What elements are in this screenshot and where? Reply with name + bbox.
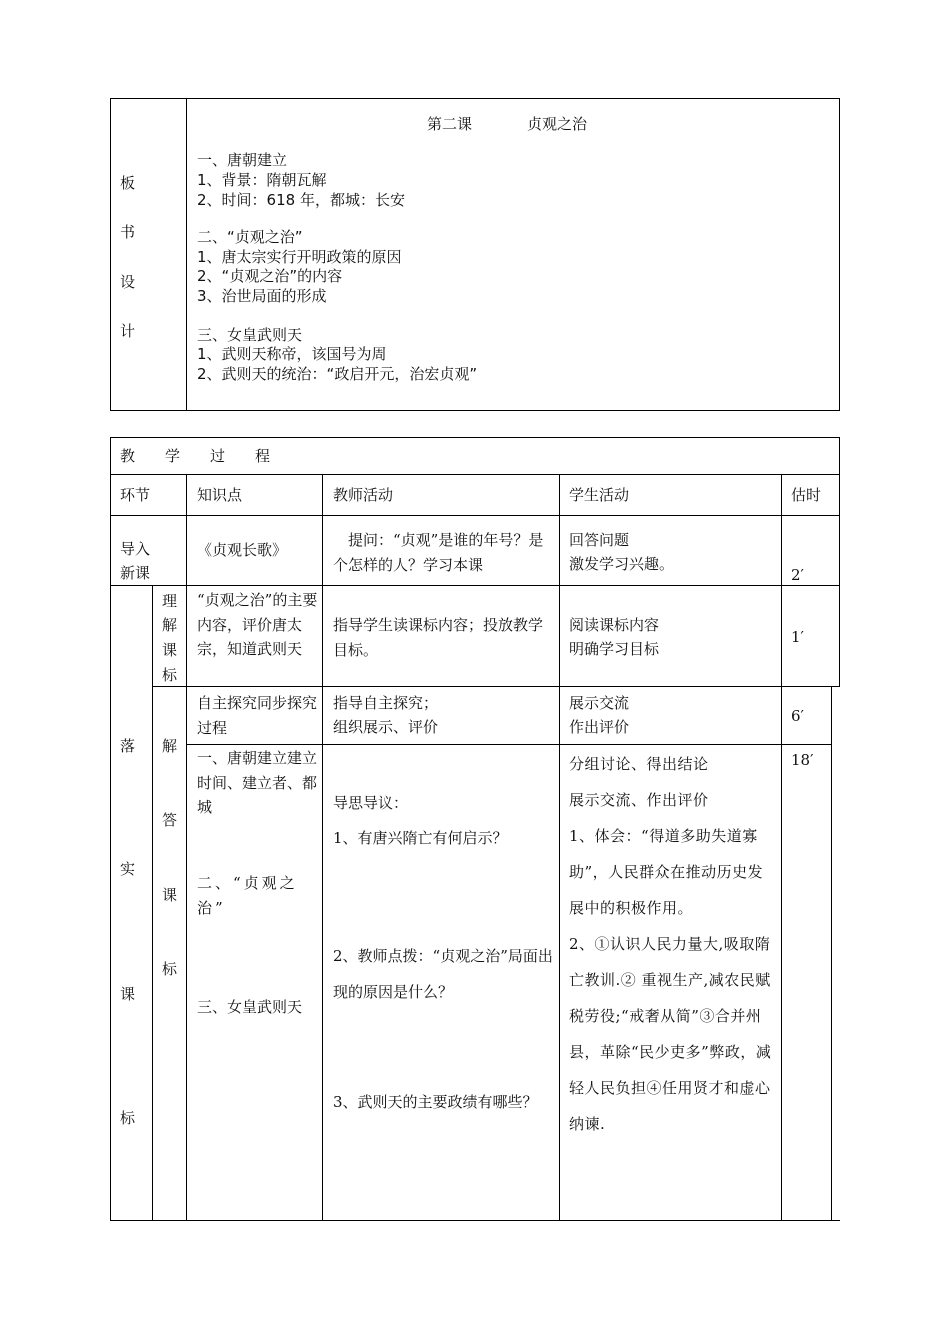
- header-teacher: 教师活动: [333, 486, 394, 504]
- answer-row1-knowledge: 自主探究同步探究过程: [197, 694, 318, 737]
- board-section-item: 2、“贞观之治”的内容: [197, 267, 343, 285]
- outer-stage-char: 落: [120, 737, 136, 755]
- board-section-item: 1、背景：隋朝瓦解: [197, 171, 327, 189]
- understand-student-line: 明确学习目标: [569, 640, 660, 658]
- answer-row2-teacher-item: 3、武则天的主要政绩有哪些？: [333, 1093, 538, 1111]
- answer-row2-teacher-item: 1、有唐兴隋亡有何启示？: [333, 829, 508, 847]
- understand-sub-char: 课: [162, 641, 178, 659]
- board-title-left: 第二课: [427, 115, 473, 133]
- understand-teacher: 指导学生读课标内容；投放教学目标。: [333, 616, 544, 659]
- header-knowledge: 知识点: [197, 486, 243, 504]
- answer-row2-knowledge-item: 二、“贞观之治”: [197, 874, 298, 917]
- outer-stage-char: 课: [120, 985, 136, 1003]
- board-label-char: 计: [120, 322, 136, 340]
- answer-sub-char: 标: [162, 960, 178, 978]
- board-section-item: 1、武则天称帝，该国号为周: [197, 345, 387, 363]
- intro-time: 2′: [791, 566, 804, 584]
- header-student: 学生活动: [569, 486, 630, 504]
- answer-row2-teacher-item: 导思导议：: [333, 794, 409, 812]
- understand-sub-char: 理: [162, 592, 178, 610]
- understand-sub-char: 标: [162, 666, 178, 684]
- understand-student-line: 阅读课标内容: [569, 616, 660, 634]
- board-section-item: 1、唐太宗实行开明政策的原因: [197, 248, 402, 266]
- intro-student-line: 激发学习兴趣。: [569, 555, 675, 573]
- understand-sub-char: 解: [162, 616, 178, 634]
- intro-knowledge: 《贞观长歌》: [197, 541, 288, 559]
- answer-sub-char: 解: [162, 737, 178, 755]
- understand-knowledge: “贞观之治”的主要内容，评价唐太宗，知道武则天: [197, 591, 318, 658]
- header-time: 估时: [791, 486, 822, 504]
- answer-row1-teacher-line: 组织展示、评价: [333, 718, 439, 736]
- answer-row1-student-line: 展示交流: [569, 694, 630, 712]
- intro-stage-line: 新课: [120, 564, 151, 582]
- board-section-item: 3、治世局面的形成: [197, 287, 327, 305]
- board-label-char: 设: [120, 273, 136, 291]
- board-section-item: 2、武则天的统治：“政启开元，治宏贞观”: [197, 365, 478, 383]
- answer-sub-char: 课: [162, 886, 178, 904]
- board-section-heading: 三、女皇武则天: [197, 326, 303, 344]
- answer-sub-char: 答: [162, 811, 178, 829]
- answer-row2-knowledge-item: 一、唐朝建立建立时间、建立者、都城: [197, 749, 318, 816]
- understand-time: 1′: [791, 628, 804, 646]
- board-section-heading: 一、唐朝建立: [197, 151, 288, 169]
- intro-student-line: 回答问题: [569, 531, 630, 549]
- answer-row1-teacher-line: 指导自主探究；: [333, 694, 439, 712]
- header-stage: 环节: [120, 486, 151, 504]
- outer-stage-char: 标: [120, 1109, 136, 1127]
- board-section-item: 2、时间：618 年，都城：长安: [197, 191, 405, 209]
- board-section-heading: 二、“贞观之治”: [197, 228, 303, 246]
- answer-row2-teacher-item: 2、教师点拨：“贞观之治”局面出现的原因是什么？: [333, 947, 553, 1001]
- board-label-char: 书: [120, 223, 136, 241]
- process-table-title: 教 学 过 程: [120, 447, 271, 465]
- outer-stage-char: 实: [120, 860, 136, 878]
- answer-row2-student-text: 分组讨论、得出结论 展示交流、作出评价 1、体会：“得道多助失道寡助”，人民群众在推动历史发展中的积极作用。 2、①认识人民力量大,吸取隋亡教训.② 重视生产,减农民赋税劳役;“戒奢从简”③合并州县，革除“民少吏多”弊政，减轻人民负担④任用贤才和虚心纳谏.: [569, 755, 772, 1133]
- answer-row1-student-line: 作出评价: [569, 718, 630, 736]
- board-label-char: 板: [120, 174, 136, 192]
- answer-row2-time: 18′: [791, 751, 814, 769]
- intro-stage-line: 导入: [120, 540, 151, 558]
- board-title-right: 贞观之治: [527, 115, 588, 133]
- answer-row2-knowledge-item: 三、女皇武则天: [197, 998, 303, 1016]
- answer-row1-time: 6′: [791, 707, 804, 725]
- intro-teacher: 提问：“贞观”是谁的年号？是个怎样的人？学习本课: [333, 531, 544, 574]
